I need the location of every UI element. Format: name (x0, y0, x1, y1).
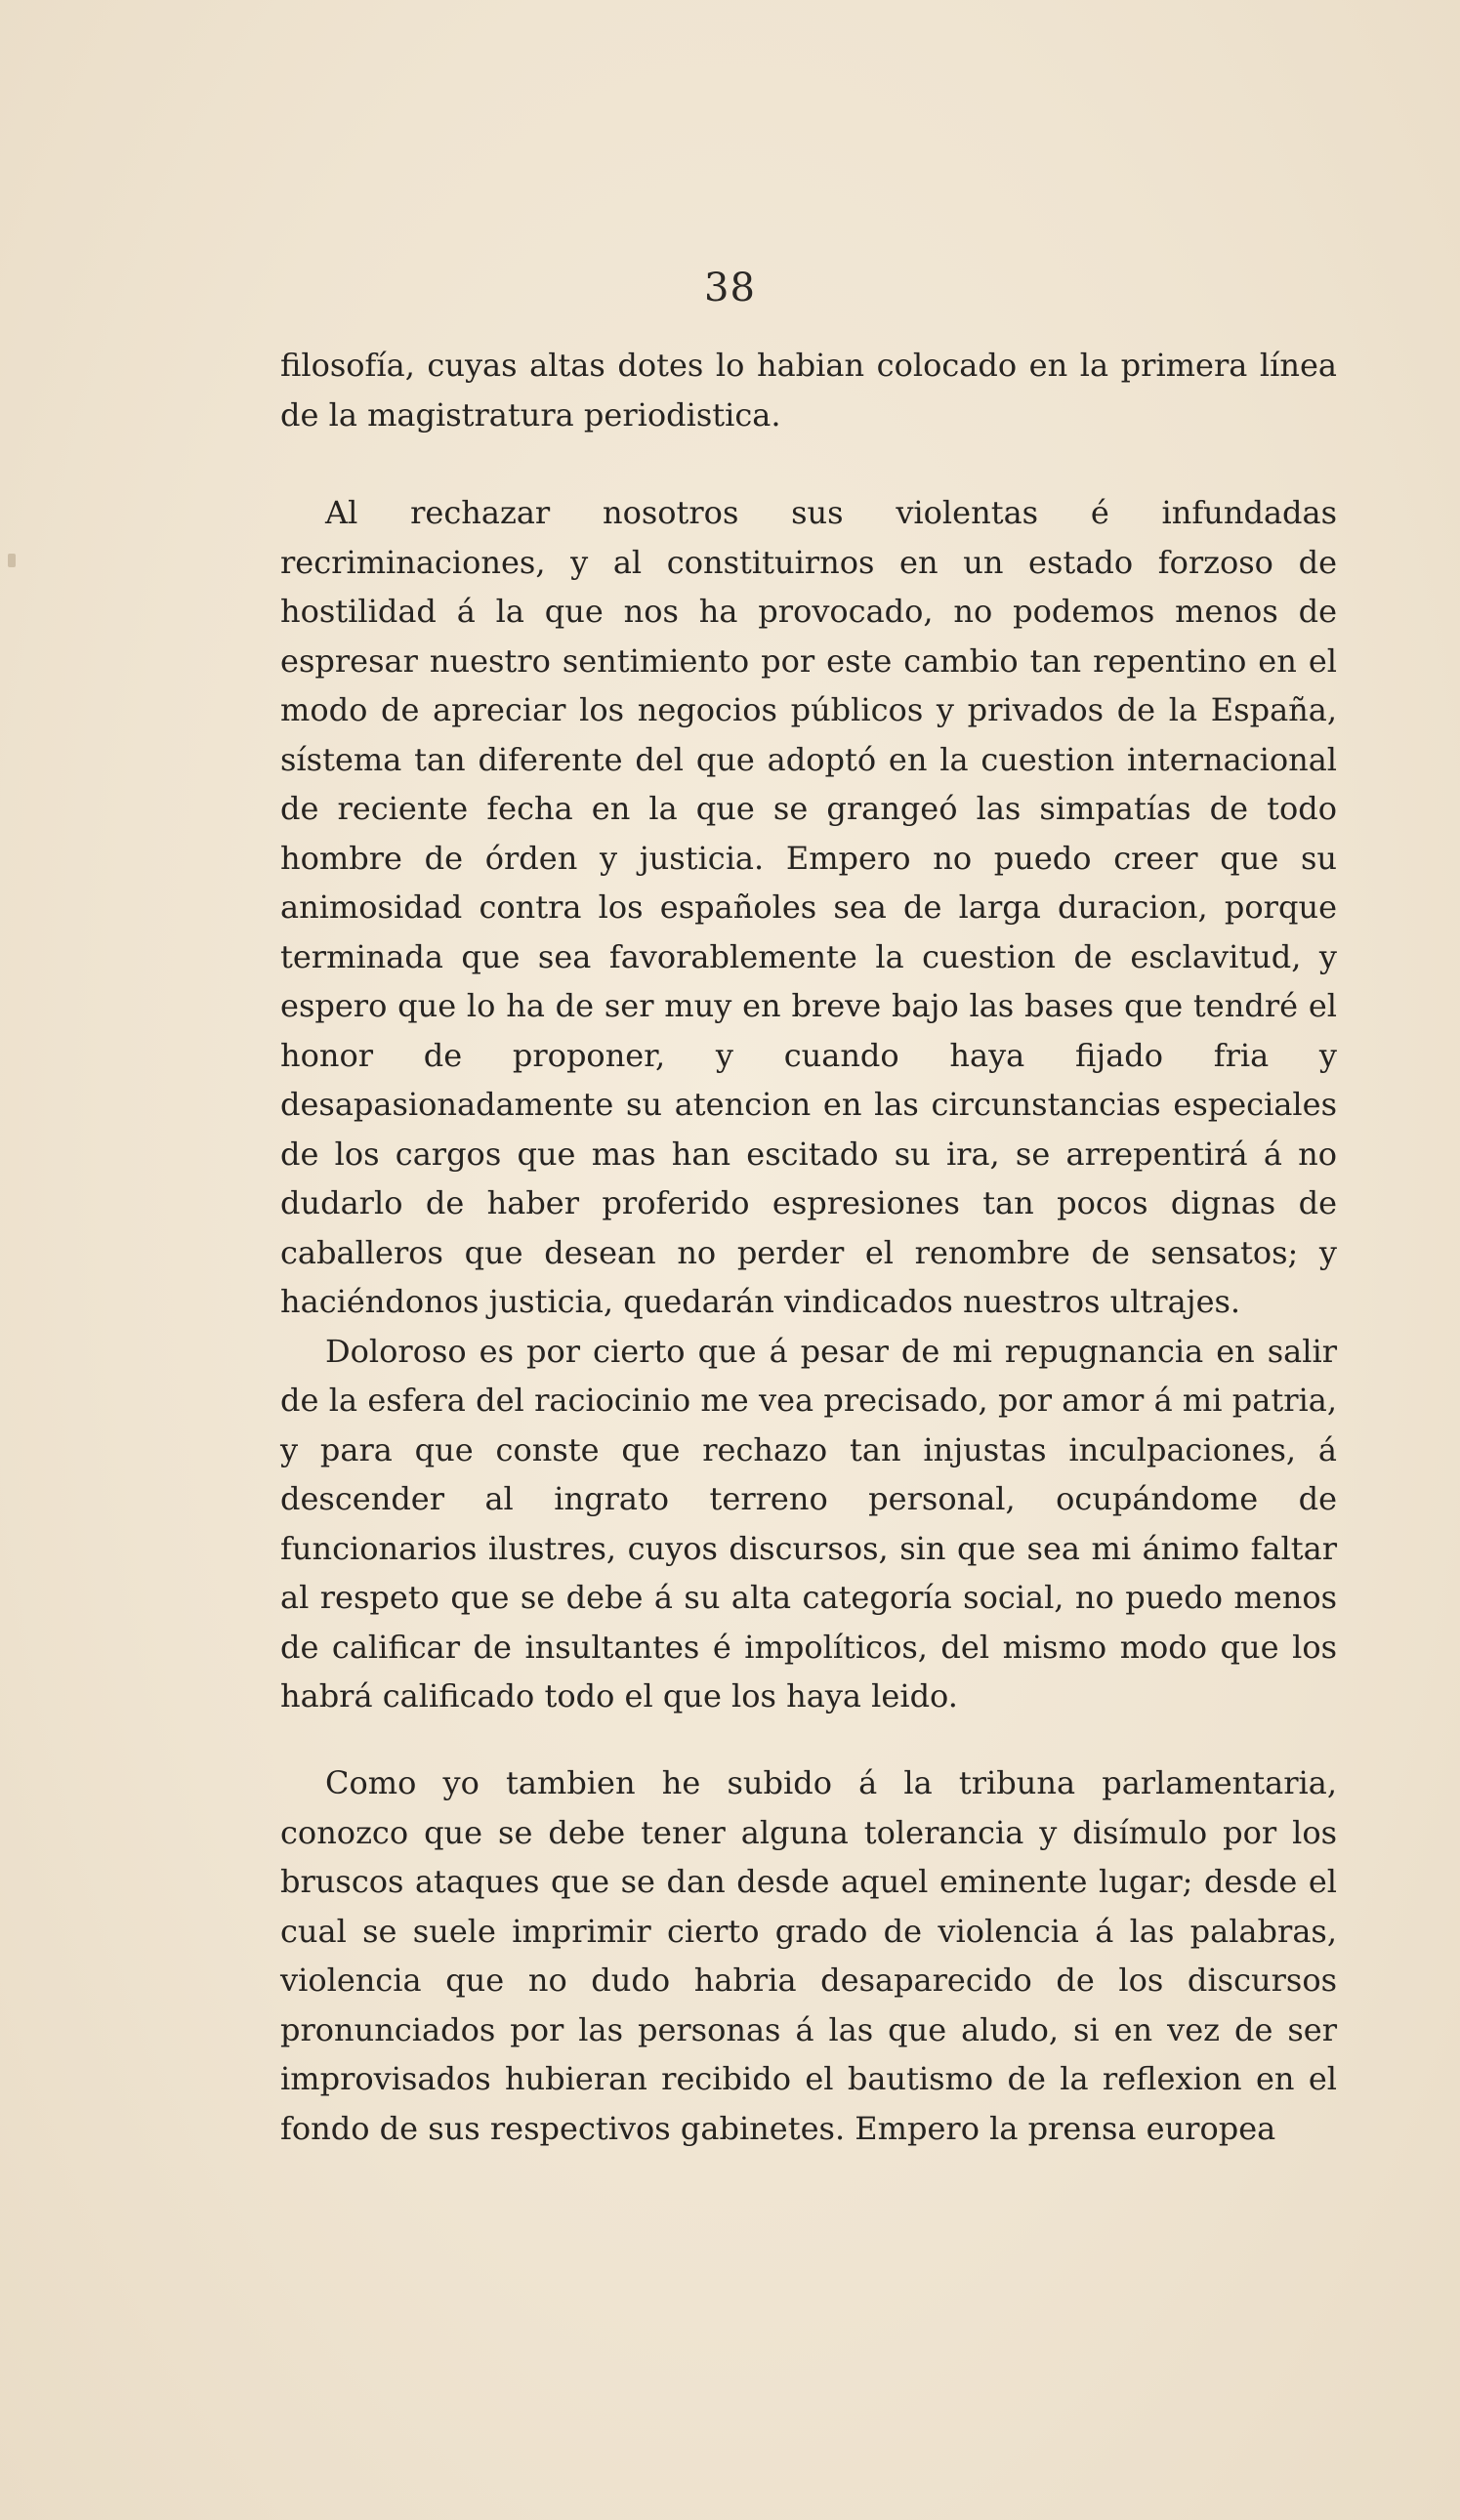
page-number: 38 (704, 266, 756, 310)
paragraph: Como yo tambien he subido á la tribuna parlamentaria, conozco que se debe tener alguna tolerancia y disímulo por los bruscos ataques que se dan desde aquel eminente lugar; desde el cual se suele imprimir cierto grado de violencia á las palabras, violencia que no dudo habria desaparecido de los discursos pronunciados por las personas á las que aludo, si en vez de ser improvisados hubieran recibido el bautismo de la reflexion en el fondo de sus respectivos gabinetes. Empero la prensa europea (280, 1764, 1337, 2147)
text-block-middle (280, 488, 1337, 1721)
text-block-bottom (280, 1758, 1337, 2153)
paragraph: Al rechazar nosotros sus violentas é infundadas recriminaciones, y al constituirnos en un estado forzoso de hostilidad á la que nos ha provocado, no podemos menos de espresar nuestro sentimiento por este cambio tan repentino en el modo de apreciar los negocios públicos y privados de la España, sístema tan diferente del que adoptó en la cuestion internacional de reciente fecha en la que se grangeó las simpatías de todo hombre de órden y justicia. Empero no puedo creer que su animosidad contra los españoles sea de larga duracion, porque terminada que sea favorablemente la cuestion de esclavitud, y espero que lo ha de ser muy en breve bajo las bases que tendré el honor de proponer, y cuando haya fijado fria y desapasionadamente su atencion en las circunstancias especiales de los cargos que mas han escitado su ira, se arrepentirá á no dudarlo de haber proferido espresiones tan pocos dignas de caballeros que desean no perder el renombre de sensatos; y haciéndonos justicia, quedarán vindicados nuestros ultrajes. (280, 494, 1337, 1320)
paragraph-continuation: filosofía, cuyas altas dotes lo habian colocado en la primera línea de la magistratura periodistica. (280, 347, 1337, 434)
margin-mark (8, 554, 16, 567)
text-block-top (280, 341, 1337, 439)
paragraph: Doloroso es por cierto que á pesar de mi repugnancia en salir de la esfera del raciocinio me vea precisado, por amor á mi patria, y para que conste que rechazo tan injustas inculpaciones, á descender al ingrato terreno personal, ocupándome de funcionarios ilustres, cuyos discursos, sin que sea mi ánimo faltar al respeto que se debe á su alta categoría social, no puedo menos de calificar de insultantes é impolíticos, del mismo modo que los habrá calificado todo el que los haya leido. (280, 1332, 1337, 1714)
